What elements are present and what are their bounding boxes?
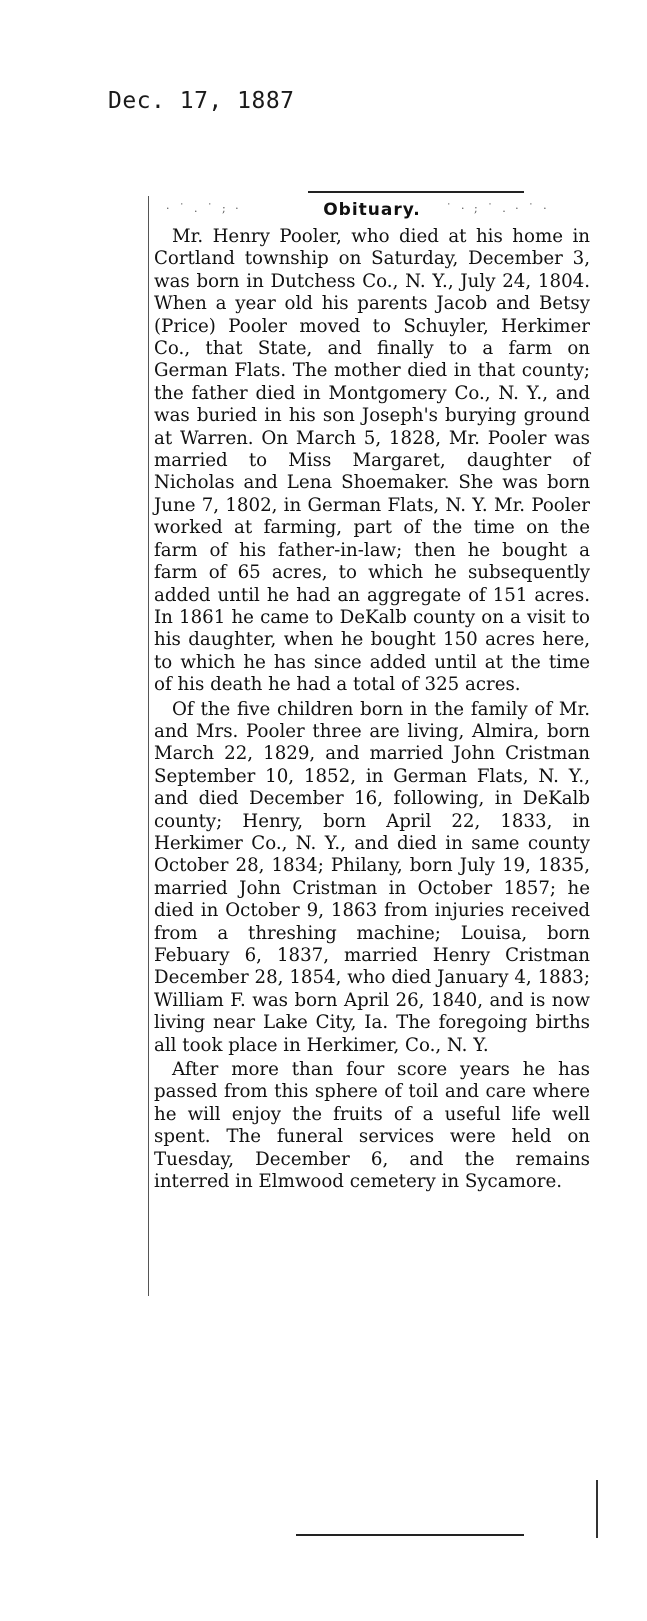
date-line: Dec. 17, 1887	[108, 88, 295, 114]
print-noise: · ˙ . ˙ ; ·	[166, 202, 242, 215]
article-body	[154, 226, 590, 1193]
article-paragraph: After more than four score years he has passed from this sphere of toil and care where he will enjoy the fruits of a useful life well spent. The funeral services were held on Tuesday, December 6, and the remains interred in Elmwood cemetery in Sycamore.	[154, 1059, 590, 1193]
top-rule	[308, 191, 524, 193]
print-noise: ˙ · ; ˙ . · ˙ ·	[446, 202, 550, 215]
clipping-right-edge	[596, 1480, 598, 1538]
newspaper-clipping	[146, 190, 598, 1560]
article-paragraph: Of the five children born in the family of Mr. and Mrs. Pooler three are living, Almira, born March 22, 1829, and married John Cristman September 10, 1852, in German Flats, N. Y., and died December 16, following, in DeKalb county; Henry, born April 22, 1833, in Herkimer Co., N. Y., and died in same county October 28, 1834; Philany, born July 19, 1835, married John Cristman in October 1857; he died in October 9, 1863 from injuries received from a threshing machine; Louisa, born Febuary 6, 1837, married Henry Cristman December 28, 1854, who died January 4, 1883; William F. was born April 26, 1840, and is now living near Lake City, Ia. The foregoing births all took place in Herkimer, Co., N. Y.	[154, 698, 590, 1056]
article-paragraph: Mr. Henry Pooler, who died at his home in Cortland township on Saturday, December 3, was born in Dutchess Co., N. Y., July 24, 1804. When a year old his parents Jacob and Betsy (Price) Pooler moved to Schuyler, Herkimer Co., that State, and finally to a farm on German Flats. The mother died in that county; the father died in Montgomery Co., N. Y., and was buried in his son Joseph's burying ground at Warren. On March 5, 1828, Mr. Pooler was married to Miss Margaret, daughter of Nicholas and Lena Shoemaker. She was born June 7, 1802, in German Flats, N. Y. Mr. Pooler worked at farming, part of the time on the farm of his father-in-law; then he bought a farm of 65 acres, to which he subsequently added until he had an aggregate of 151 acres. In 1861 he came to DeKalb county on a visit to his daughter, when he bought 150 acres here, to which he has since added until at the time of his death he had a total of 325 acres.	[154, 226, 590, 696]
clipping-left-edge	[148, 196, 149, 1296]
bottom-rule	[296, 1534, 524, 1536]
obituary-heading: Obituary.	[323, 200, 421, 220]
